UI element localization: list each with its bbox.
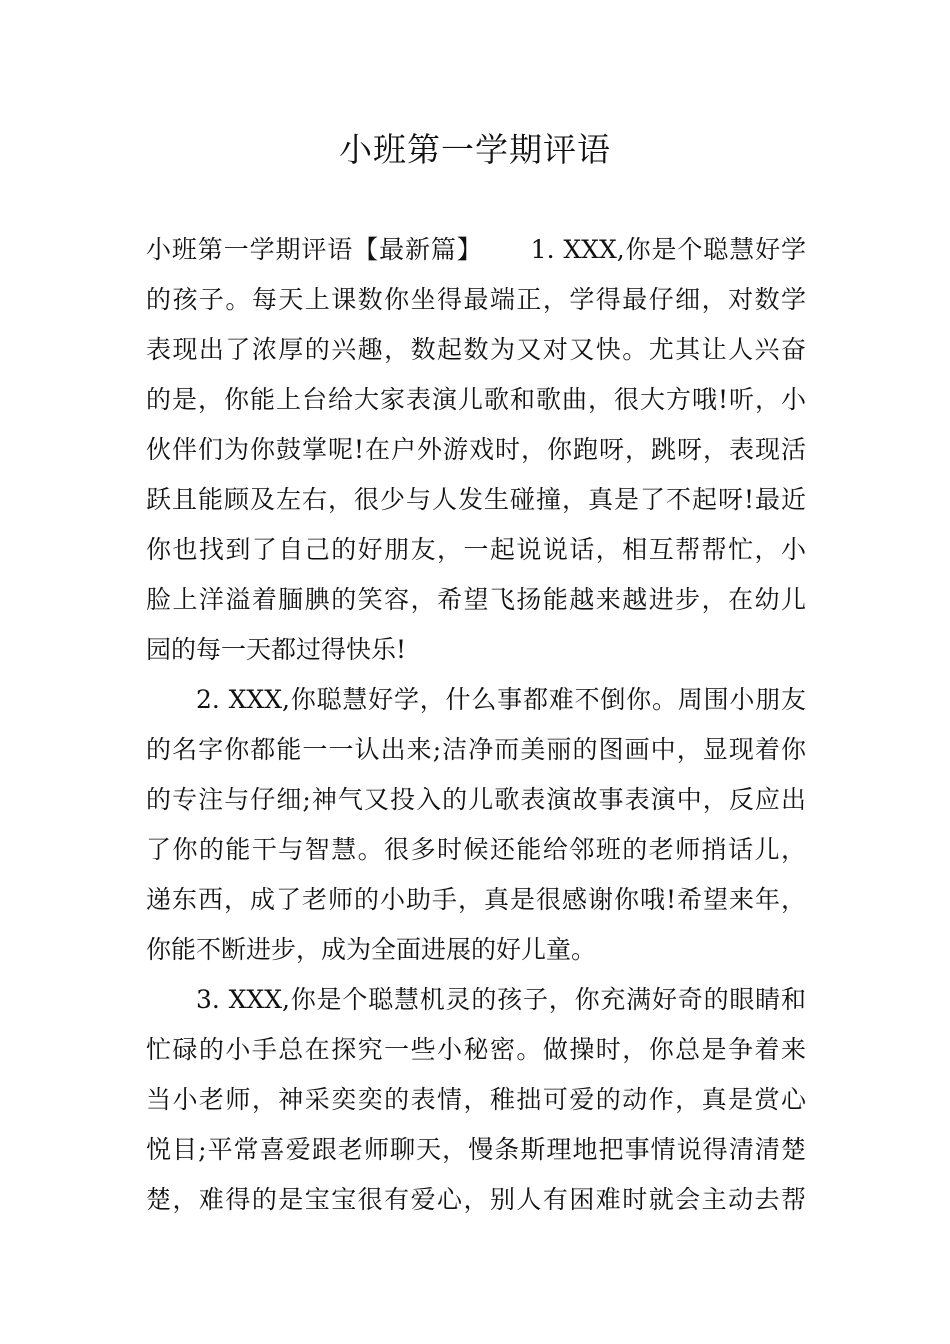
text-line: 脸上洋溢着腼腆的笑容，希望飞扬能越来越进步，在幼儿 (146, 585, 806, 614)
item-1-start: 1. XXX,你是个聪慧好学 (530, 235, 806, 264)
text-line: 跃且能顾及左右，很少与人发生碰撞，真是了不起呀!最近 (146, 485, 806, 514)
text-line: 的孩子。每天上课数你坐得最端正，学得最仔细，对数学 (146, 285, 806, 314)
paragraph-2-first-line: 2. XXX,你聪慧好学，什么事都难不倒你。周围小朋友 (196, 685, 806, 714)
text-line: 忙碌的小手总在探究一些小秘密。做操时，你总是争着来 (146, 1035, 806, 1064)
text-line: 递东西，成了老师的小助手，真是很感谢你哦!希望来年， (146, 885, 806, 914)
text-line: 楚，难得的是宝宝很有爱心，别人有困难时就会主动去帮 (146, 1185, 806, 1214)
section-heading: 小班第一学期评语【最新篇】 (146, 235, 483, 264)
text-line: 你也找到了自己的好朋友，一起说说话，相互帮帮忙，小 (146, 535, 806, 564)
document-title: 小班第一学期评语 (339, 130, 611, 169)
text-line: 你能不断进步，成为全面进展的好儿童。 (146, 935, 597, 964)
text-line: 的名字你都能一一认出来;洁净而美丽的图画中，显现着你 (146, 735, 806, 764)
text-line: 了你的能干与智慧。很多时候还能给邻班的老师捎话儿， (146, 835, 806, 864)
text-line: 的专注与仔细;神气又投入的儿歌表演故事表演中，反应出 (146, 785, 806, 814)
paragraph-3-first-line: 3. XXX,你是个聪慧机灵的孩子，你充满好奇的眼睛和 (196, 985, 806, 1014)
text-line: 园的每一天都过得快乐! (146, 635, 407, 664)
text-line: 伙伴们为你鼓掌呢!在户外游戏时，你跑呀，跳呀，表现活 (146, 435, 806, 464)
paragraph-1-first-line (146, 233, 806, 267)
text-line: 的是，你能上台给大家表演儿歌和歌曲，很大方哦!听，小 (146, 385, 806, 414)
text-line: 表现出了浓厚的兴趣，数起数为又对又快。尤其让人兴奋 (146, 335, 806, 364)
text-line: 悦目;平常喜爱跟老师聊天，慢条斯理地把事情说得清清楚 (146, 1135, 806, 1164)
text-line: 当小老师，神采奕奕的表情，稚拙可爱的动作，真是赏心 (146, 1085, 806, 1114)
